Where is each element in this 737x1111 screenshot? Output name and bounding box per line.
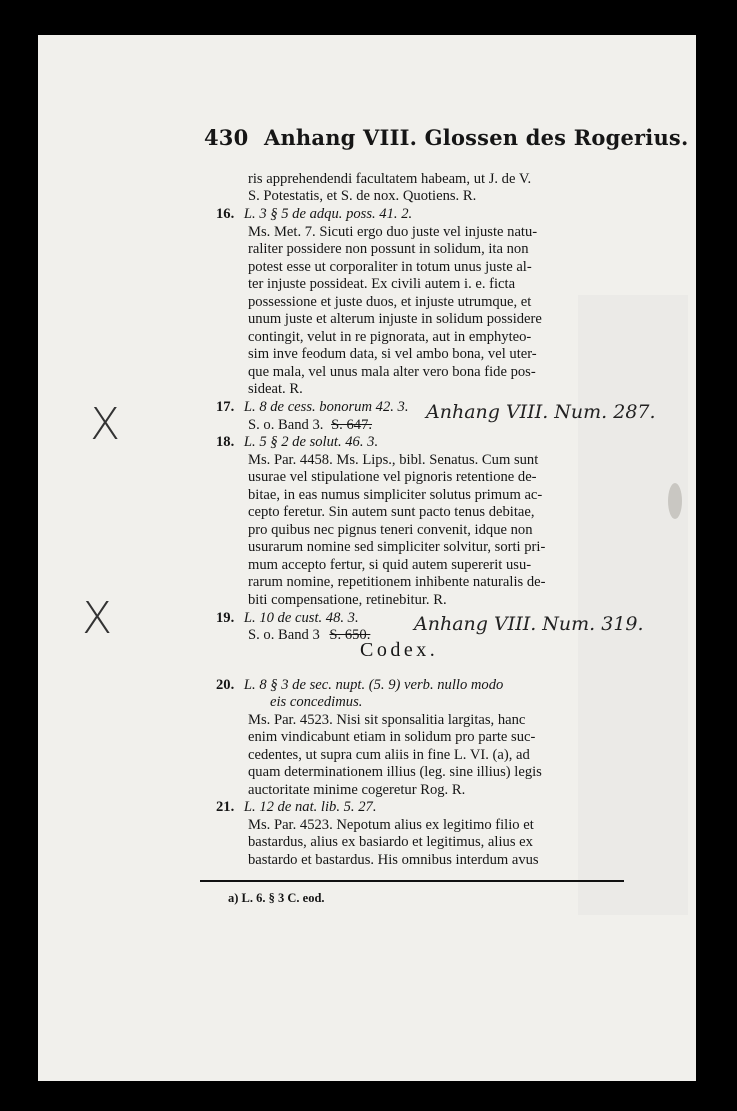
struck-reference: S. 647. [331, 417, 373, 433]
entry-reference-cont: eis concedimus. [270, 694, 363, 710]
continuation-line: S. Potestatis, et S. de nox. Quotiens. R. [248, 188, 477, 204]
entry-18-line: usurarum nomine sed simpliciter solvitur, sorti pri- [248, 539, 546, 555]
entry-16-line: sim inve feodum data, si vel ambo bona, vel uter- [248, 346, 537, 362]
entry-16-line: Ms. Met. 7. Sicuti ergo duo juste vel injuste natu- [248, 224, 538, 240]
handwritten-note: Anhang VIII. Num. 287. [426, 401, 656, 423]
entry-reference: L. 12 de nat. lib. 5. 27. [243, 799, 377, 815]
entry-reference: L. 5 § 2 de solut. 46. 3. [243, 434, 379, 450]
entry-reference: L. 8 de cess. bonorum 42. 3. [243, 399, 409, 415]
footnote-rule [200, 880, 624, 882]
entry-17-subline [248, 417, 372, 435]
entry-20-line: quam determinationem illius (leg. sine illius) legis [248, 764, 542, 780]
entry-16-line: unum juste et alterum injuste in solidum possidere [248, 311, 542, 327]
entry-18-heading [216, 434, 378, 452]
handwritten-x-mark: X [90, 399, 121, 450]
entry-16-line: possessione et juste duos, et injuste utrumque, et [248, 294, 532, 310]
entry-21-line: bastardo et bastardus. His omnibus interdum avus [248, 852, 539, 868]
handwritten-x-mark: X [82, 593, 113, 644]
entry-21-heading [216, 799, 376, 817]
entry-20-heading [216, 677, 503, 695]
entry-18-line: cepto feretur. Sin autem sunt pacto tenus debitae, [248, 504, 535, 520]
entry-number: 21. [216, 799, 235, 815]
entry-21-line: Ms. Par. 4523. Nepotum alius ex legitimo filio et [248, 817, 534, 833]
section-heading-codex: Codex. [360, 639, 439, 661]
band-reference: S. o. Band 3. [248, 417, 324, 433]
page-number: 430 [204, 125, 249, 150]
entry-20-line: cedentes, ut supra cum aliis in fine L. VI. (a), ad [248, 747, 530, 763]
entry-18-line: rarum nomine, repetitionem inhibente naturalis de- [248, 574, 546, 590]
entry-18-line: biti compensatione, retinebitur. R. [248, 592, 447, 608]
page-hole-mark [668, 483, 682, 519]
entry-18-line: pro quibus nec pignus teneri convenit, idque non [248, 522, 533, 538]
entry-16-heading [216, 206, 412, 224]
band-reference: S. o. Band 3 [248, 627, 320, 643]
entry-20-line: Ms. Par. 4523. Nisi sit sponsalitia largitas, hanc [248, 712, 526, 728]
page-header [204, 125, 688, 150]
entry-reference: L. 8 § 3 de sec. nupt. (5. 9) verb. nullo modo [243, 677, 504, 693]
entry-number: 19. [216, 610, 235, 626]
entry-19-heading [216, 610, 359, 628]
entry-19-subline [248, 627, 370, 645]
entry-number: 17. [216, 399, 235, 415]
handwritten-note: Anhang VIII. Num. 319. [414, 613, 644, 635]
entry-18-line: mum accepto fertur, si quid autem supererit usu- [248, 557, 532, 573]
entry-21-line: bastardus, alius ex basiardo et legitimus, alius ex [248, 834, 533, 850]
entry-16-line: ter injuste possideat. Ex civili autem i. e. ficta [248, 276, 516, 292]
entry-18-line: bitae, in eas numus simpliciter solutus primum ac- [248, 487, 543, 503]
entry-16-line: contingit, velut in re pignorata, aut in emphyteo- [248, 329, 532, 345]
running-title: Anhang VIII. Glossen des Rogerius. [263, 125, 689, 150]
entry-reference: L. 3 § 5 de adqu. poss. 41. 2. [243, 206, 413, 222]
entry-number: 20. [216, 677, 235, 693]
entry-number: 16. [216, 206, 235, 222]
entry-20-line: enim vindicabunt etiam in solidum pro parte suc- [248, 729, 536, 745]
continuation-line: ris apprehendendi facultatem habeam, ut J. de V. [248, 171, 532, 187]
entry-16-line: raliter possidere non possunt in solidum, ita non [248, 241, 529, 257]
entry-16-line: que mala, vel unus mala alter vero bona fide pos- [248, 364, 536, 380]
entry-16-line: sideat. R. [248, 381, 303, 397]
entry-16-line: potest esse ut corporaliter in totum unus juste al- [248, 259, 532, 275]
entry-17-heading [216, 399, 409, 417]
bleed-through-shadow [578, 295, 688, 915]
footnote: a) L. 6. § 3 C. eod. [228, 891, 325, 905]
scanned-page [38, 35, 696, 1081]
entry-reference: L. 10 de cust. 48. 3. [243, 610, 359, 626]
entry-20-line: auctoritate minime cogeretur Rog. R. [248, 782, 466, 798]
entry-18-line: usurae vel stipulatione vel pignoris retentione de- [248, 469, 537, 485]
entry-18-line: Ms. Par. 4458. Ms. Lips., bibl. Senatus. Cum sunt [248, 452, 539, 468]
struck-reference: S. 650. [329, 627, 371, 643]
entry-number: 18. [216, 434, 235, 450]
